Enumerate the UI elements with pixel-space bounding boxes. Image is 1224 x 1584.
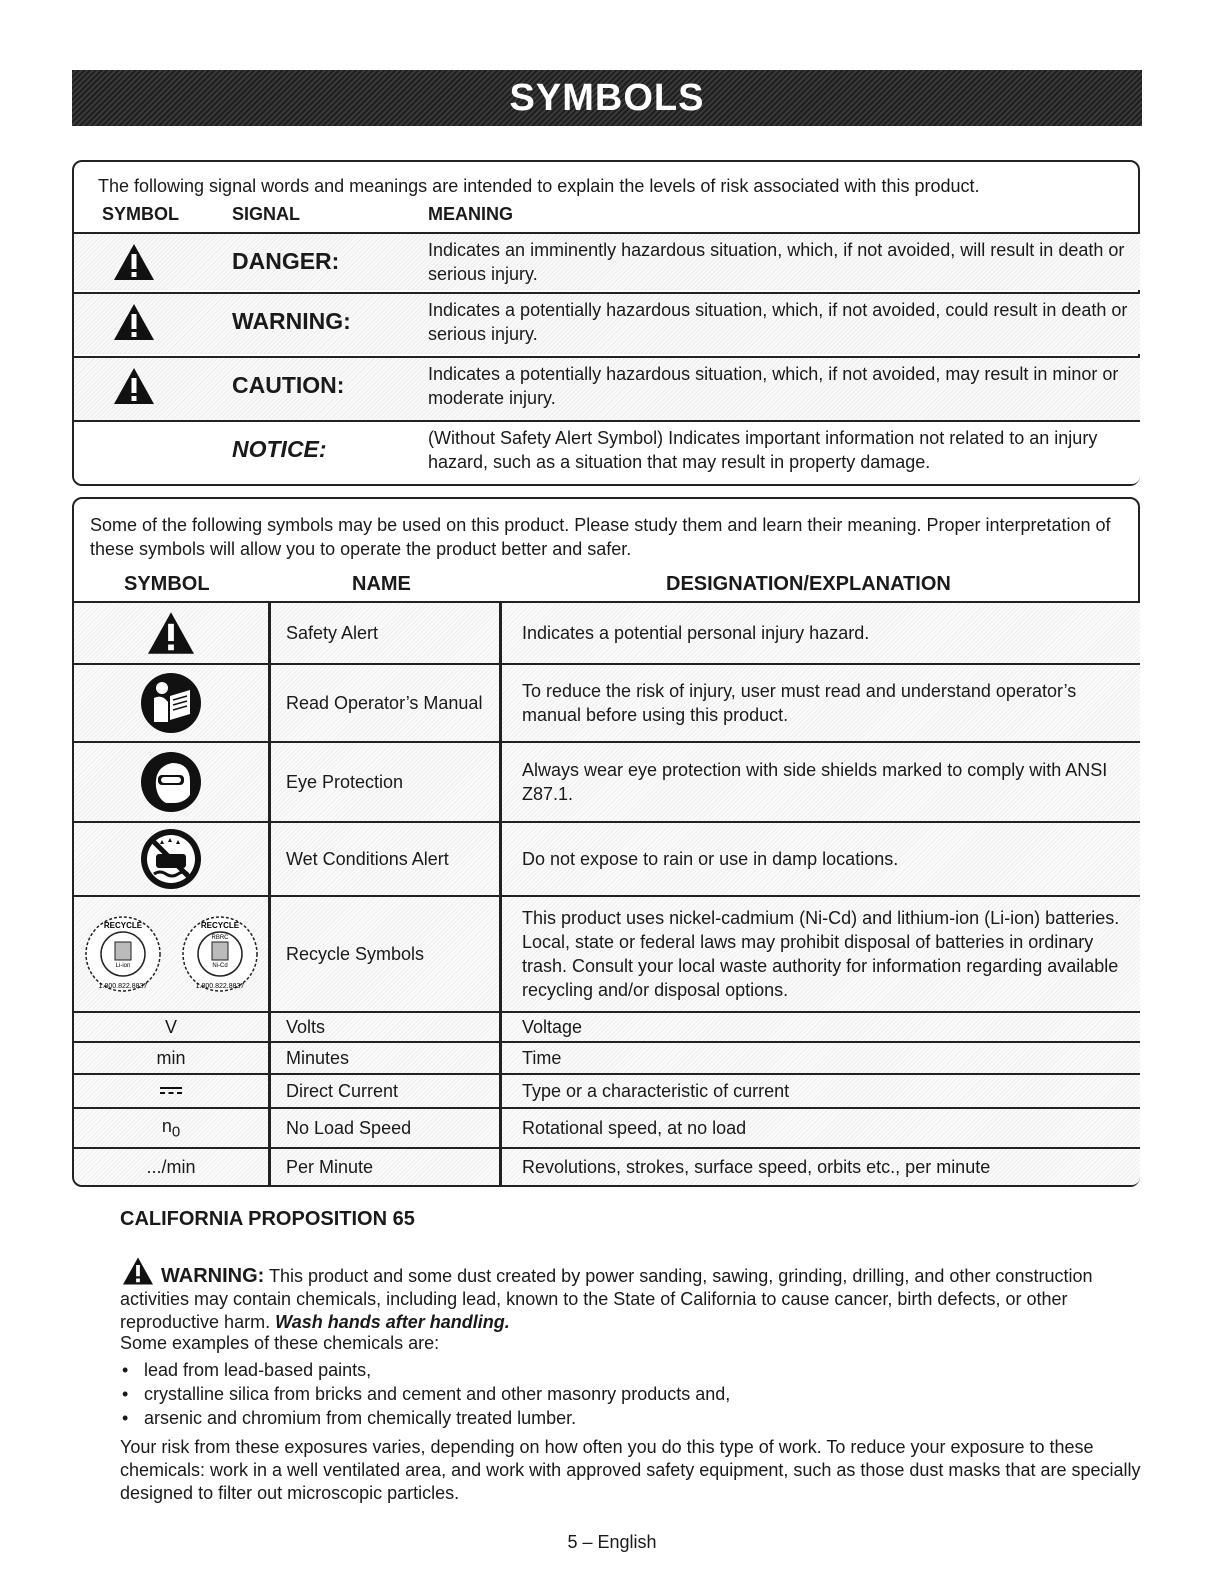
- signal-word: NOTICE:: [232, 436, 327, 462]
- warning-text: This product and some dust created by power sanding, sawing, grinding, drilling, and other construction activities may contain chemicals, including lead, known to the State of California to cause cancer, birth defects, or other reproductive harm.: [120, 1266, 1093, 1332]
- page-title: SYMBOLS: [72, 70, 1142, 126]
- recycle-seal-letters: RBRC: [210, 935, 229, 941]
- signal-word: DANGER:: [232, 248, 340, 274]
- signal-row-notice: [74, 420, 1140, 484]
- name-cell: Minutes: [270, 1043, 502, 1073]
- symbols-intro: Some of the following symbols may be used on this product. Please study them and learn their meaning. Proper interpretation of these symbols will allow you to operate the product better and safer.: [90, 515, 1111, 559]
- symbol-cell: [74, 743, 271, 821]
- explanation-cell: Indicates a potential personal injury hazard.: [522, 623, 870, 643]
- name-cell: Read Operator’s Manual: [270, 665, 502, 741]
- table-row: [74, 1107, 1140, 1147]
- direct-current-icon: [160, 1086, 182, 1096]
- header-meaning: MEANING: [428, 204, 513, 224]
- warning-emphasis: Wash hands after handling.: [275, 1312, 510, 1332]
- name-cell: Per Minute: [270, 1149, 502, 1185]
- signal-meaning: (Without Safety Alert Symbol) Indicates important information not related to an injury hazard, such as a situation that may result in property damage.: [428, 428, 1098, 472]
- closing-paragraph: Your risk from these exposures varies, depending on how often you do this type of work. To reduce your exposure to these chemicals: work in a well ventilated area, and work with approved safety equipment, such as those dust masks that are specially designed to filter out microscopic particles.: [120, 1437, 1141, 1503]
- safety-alert-triangle-icon: [112, 302, 156, 342]
- table-row: [74, 1041, 1140, 1073]
- table-row: [74, 1011, 1140, 1041]
- recycle-seal-ni-cd-icon: [181, 915, 259, 993]
- no-load-speed-symbol: $n_0$: [161, 1115, 181, 1141]
- page-footer: 5 – English: [567, 1532, 657, 1552]
- signal-word: CAUTION:: [232, 372, 345, 398]
- explanation-cell: Voltage: [522, 1017, 583, 1037]
- symbol-cell: [74, 665, 271, 741]
- signal-row-warning: [74, 292, 1140, 354]
- signal-intro: The following signal words and meanings are intended to explain the levels of risk associated with this product.: [98, 176, 980, 196]
- header-symbol: SYMBOL: [102, 204, 180, 224]
- table-row: [74, 895, 1140, 1011]
- table-row: [74, 1147, 1140, 1185]
- signal-word: WARNING:: [232, 308, 351, 334]
- recycle-seal-word: RECYCLE: [103, 921, 142, 930]
- read-manual-icon: [140, 672, 202, 734]
- symbol-cell: min: [74, 1043, 271, 1073]
- symbol-cell: [74, 1075, 271, 1107]
- warning-label: WARNING:: [161, 1265, 265, 1287]
- explanation-cell: Rotational speed, at no load: [522, 1118, 747, 1138]
- name-cell: Recycle Symbols: [270, 897, 502, 1011]
- symbol-cell: [74, 897, 271, 1011]
- list-item: • arsenic and chromium from chemically treated lumber.: [122, 1408, 577, 1428]
- explanation-cell: Always wear eye protection with side shields marked to comply with ANSI Z87.1.: [522, 760, 1108, 804]
- table-row: [74, 663, 1140, 741]
- safety-alert-triangle-icon: [120, 1256, 156, 1286]
- recycle-seal-word: RECYCLE: [200, 921, 239, 930]
- signal-row-danger: [74, 232, 1140, 290]
- table-row: [74, 601, 1140, 663]
- name-cell: Safety Alert: [270, 603, 502, 663]
- table-row: [74, 1073, 1140, 1107]
- name-cell: No Load Speed: [270, 1109, 502, 1147]
- recycle-seal-chemistry: Li-ion: [115, 963, 130, 969]
- symbol-cell: [74, 603, 271, 663]
- examples-intro: Some examples of these chemicals are:: [120, 1333, 440, 1353]
- explanation-cell: To reduce the risk of injury, user must read and understand operator’s manual before using this product.: [522, 681, 1077, 725]
- header-name: NAME: [352, 573, 411, 595]
- signal-meaning: Indicates a potentially hazardous situation, which, if not avoided, may result in minor or moderate injury.: [428, 364, 1119, 408]
- recycle-seal-phone: 1.800.822.8837: [98, 983, 147, 990]
- header-signal: SIGNAL: [232, 204, 301, 224]
- explanation-cell: Type or a characteristic of current: [522, 1081, 790, 1101]
- recycle-seal-chemistry: Ni-Cd: [211, 963, 228, 969]
- header-explanation: DESIGNATION/EXPLANATION: [666, 573, 951, 595]
- signal-words-box: [72, 160, 1140, 486]
- wet-conditions-icon: [140, 828, 202, 890]
- safety-alert-triangle-icon: [112, 366, 156, 406]
- recycle-seal-li-ion-icon: [84, 915, 162, 993]
- recycle-seal-phone: 1.800.822.8837: [195, 983, 244, 990]
- list-item: • crystalline silica from bricks and cement and other masonry products and,: [122, 1384, 731, 1404]
- eye-protection-icon: [140, 751, 202, 813]
- name-cell: Eye Protection: [270, 743, 502, 821]
- symbol-cell: [74, 823, 271, 895]
- prop65-title: CALIFORNIA PROPOSITION 65: [120, 1208, 415, 1230]
- table-row: [74, 741, 1140, 821]
- symbols-table-box: [72, 497, 1140, 1187]
- name-cell: Direct Current: [270, 1075, 502, 1107]
- symbol-cell: V: [74, 1013, 271, 1041]
- list-item: • lead from lead-based paints,: [122, 1360, 372, 1380]
- symbol-cell: [74, 1109, 271, 1147]
- table-row: [74, 821, 1140, 895]
- signal-meaning: Indicates an imminently hazardous situation, which, if not avoided, will result in death or serious injury.: [428, 240, 1125, 284]
- explanation-cell: Revolutions, strokes, surface speed, orbits etc., per minute: [522, 1157, 991, 1177]
- safety-alert-triangle-icon: [112, 242, 156, 282]
- name-cell: Wet Conditions Alert: [270, 823, 502, 895]
- explanation-cell: Time: [522, 1048, 562, 1068]
- name-cell: Volts: [270, 1013, 502, 1041]
- explanation-cell: Do not expose to rain or use in damp locations.: [522, 849, 899, 869]
- safety-alert-icon: [145, 610, 197, 656]
- header-symbol: SYMBOL: [124, 573, 210, 595]
- explanation-cell: This product uses nickel-cadmium (Ni-Cd) and lithium-ion (Li-ion) batteries. Local, state or federal laws may prohibit disposal of batteries in ordinary trash. Consult your local waste authority for information regarding available recycling and/or disposal options.: [522, 908, 1120, 1000]
- symbol-cell: .../min: [74, 1149, 271, 1185]
- signal-row-caution: [74, 356, 1140, 420]
- signal-meaning: Indicates a potentially hazardous situation, which, if not avoided, could result in death or serious injury.: [428, 300, 1128, 344]
- prop65-warning: [120, 1256, 1150, 1334]
